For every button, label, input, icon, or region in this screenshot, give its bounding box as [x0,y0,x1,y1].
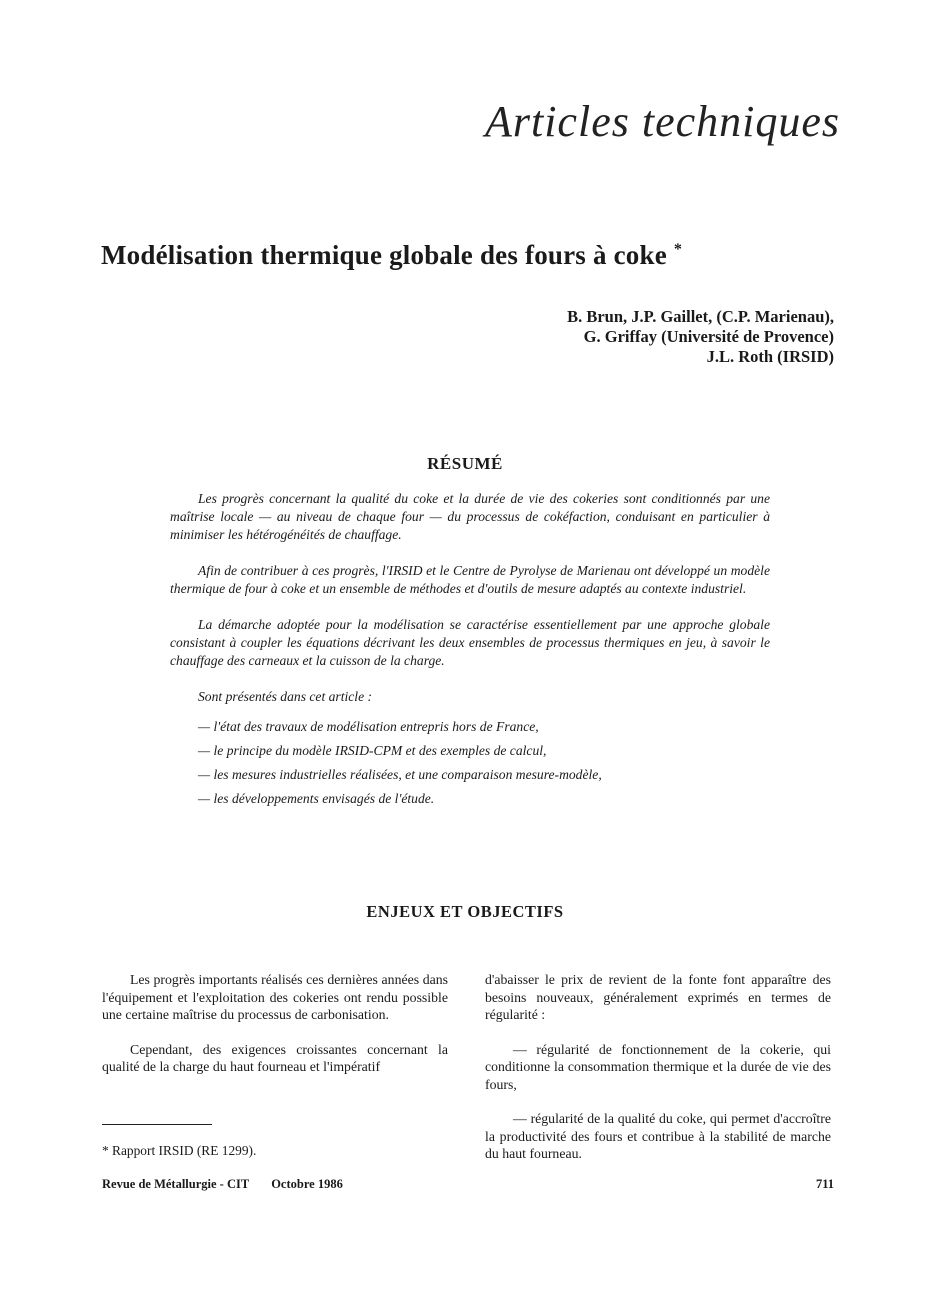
author-block [420,307,834,367]
abstract-list-item: — les développements envisagés de l'étude. [198,791,435,806]
abstract-paragraph: Afin de contribuer à ces progrès, l'IRSID et le Centre de Pyrolyse de Marienau ont développé un modèle thermique de four à coke et un ensemble de méthodes et d'outils de mesure adaptés au contexte industriel. [170,563,770,596]
abstract-list-item: — les mesures industrielles réalisées, et une comparaison mesure-modèle, [198,767,602,782]
left-column [102,971,448,1093]
article-title-text: Modélisation thermique globale des fours à coke [101,240,667,270]
abstract-paragraph: Les progrès concernant la qualité du coke et la durée de vie des cokeries sont conditionnés par une maîtrise locale — au niveau de chaque four — du processus de cokéfaction, conduisant en particulier à minimiser les hétérogénéités de chauffage. [170,491,770,542]
body-list-item: — régularité de la qualité du coke, qui permet d'accroître la productivité des fours et contribue à la stabilité de marche du haut fourneau. [485,1111,831,1161]
footnote-rule [102,1124,212,1125]
body-paragraph: d'abaisser le prix de revient de la fonte font apparaître des besoins nouveaux, généralement exprimés en termes de régularité : [485,972,831,1022]
abstract-list-item: — l'état des travaux de modélisation entrepris hors de France, [198,719,539,734]
title-footnote-marker: * [673,241,683,258]
article-title [101,240,801,271]
issue-date: Octobre 1986 [271,1177,343,1191]
abstract-list-intro: Sont présentés dans cet article : [198,689,373,704]
abstract [170,490,770,814]
resume-heading: RÉSUMÉ [427,454,503,473]
footnote: * Rapport IRSID (RE 1299). [102,1143,257,1158]
author-line: B. Brun, J.P. Gaillet, (C.P. Marienau), [567,307,834,326]
journal-name: Revue de Métallurgie - CIT [102,1177,250,1191]
abstract-paragraph: La démarche adoptée pour la modélisation se caractérise essentiellement par une approche globale consistant à coupler les équations décrivant les deux ensembles de processus thermiques en jeu, à savoir le chauffage des carneaux et la cuisson de la charge. [170,617,770,668]
body-list-item: — régularité de fonctionnement de la cokerie, qui conditionne la consommation thermique et la durée de vie des fours, [485,1041,831,1092]
author-line: G. Griffay (Université de Provence) [583,327,834,346]
abstract-list-item: — le principe du modèle IRSID-CPM et des exemples de calcul, [198,743,547,758]
page-number: 711 [815,1177,834,1191]
abstract-list [170,718,770,808]
body-paragraph: Cependant, des exigences croissantes concernant la qualité de la charge du haut fourneau et l'impératif [102,1041,448,1074]
body-paragraph: Les progrès importants réalisés ces dernières années dans l'équipement et l'exploitation des cokeries ont rendu possible une certaine maîtrise du processus de carbonisation. [102,972,448,1022]
section-heading: ENJEUX ET OBJECTIFS [366,902,564,921]
author-line: J.L. Roth (IRSID) [706,347,834,366]
right-column [485,971,831,1180]
journal-footer [102,1177,343,1192]
section-header: Articles techniques [484,97,840,146]
